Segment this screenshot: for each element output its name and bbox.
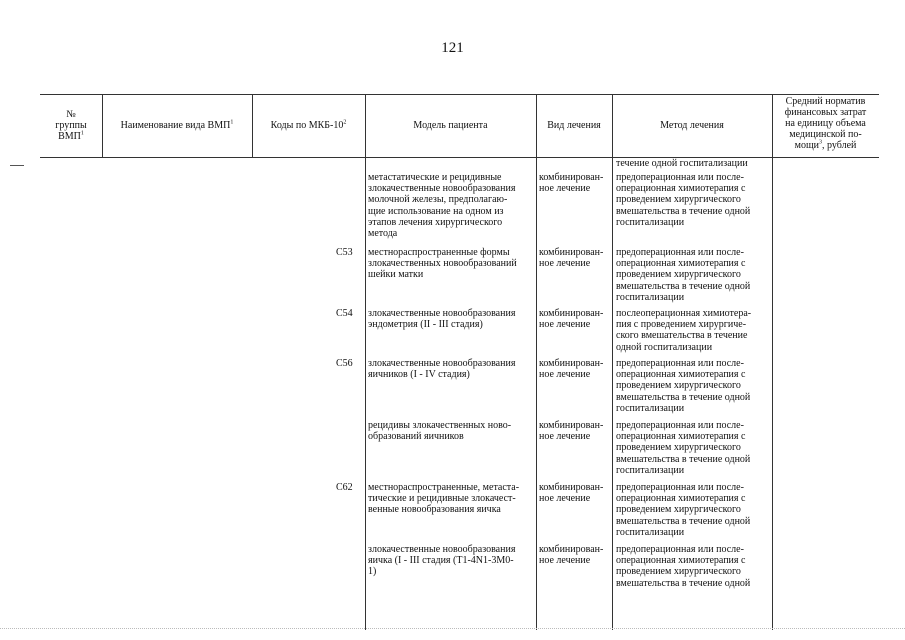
margin-mark — [10, 165, 24, 166]
header-treatment-method: Метод лечения — [660, 120, 724, 131]
row-2-method: предоперационная или после- операционная химиотерапия с проведением хирургического вмешательства в течение одной госпитализации — [616, 247, 751, 303]
row-2-model: местнораспространенные формы злокачественных новообразований шейки матки — [368, 247, 517, 281]
column-divider — [612, 94, 613, 630]
row-1-model: метастатические и рецидивные злокачественные новообразования молочной железы, предполагаю- щие использование на одном из этапов лечения хирургического метода — [368, 172, 516, 240]
row-2-code: C53 — [336, 247, 353, 258]
row-5-method: предоперационная или после- операционная химиотерапия с проведением хирургического вмешательства в течение одной госпитализации — [616, 420, 751, 476]
page-number: 121 — [441, 40, 464, 56]
vmp-table — [40, 94, 879, 630]
row-5-type: комбинирован- ное лечение — [539, 420, 604, 443]
row-3-method: послеоперационная химиотера- пия с проведением хирургиче- ского вмешательства в течение одной госпитализации — [616, 308, 752, 353]
row-0-method: течение одной госпитализации — [616, 158, 748, 169]
row-2-type: комбинирован- ное лечение — [539, 247, 604, 270]
row-1-method: предоперационная или после- операционная химиотерапия с проведением хирургического вмешательства в течение одной госпитализации — [616, 172, 751, 228]
row-4-type: комбинирован- ное лечение — [539, 358, 604, 381]
row-6-code: C62 — [336, 482, 353, 493]
row-6-type: комбинирован- ное лечение — [539, 482, 604, 505]
header-group-number: № группы ВМП$^1$ — [55, 109, 87, 142]
header-treatment-type: Вид лечения — [547, 120, 601, 131]
header-patient-model: Модель пациента — [413, 120, 488, 131]
row-3-type: комбинирован- ное лечение — [539, 308, 604, 331]
row-6-model: местнораспространенные, метаста- тические и рецидивные злокачест- венные новообразования яичка — [368, 482, 520, 516]
header-icd-codes: Коды по МКБ-$10^2$ — [270, 119, 347, 131]
row-3-model: злокачественные новообразования эндометрия (II - III стадия) — [368, 308, 516, 331]
row-7-method: предоперационная или после- операционная химиотерапия с проведением хирургического вмешательства в течение одной — [616, 544, 751, 589]
row-1-type: комбинирован- ное лечение — [539, 172, 604, 195]
row-7-type: комбинирован- ное лечение — [539, 544, 604, 567]
column-divider — [365, 94, 366, 630]
header-vmp-name: Наименование вида ВМП$^1$ — [120, 119, 234, 131]
row-4-method: предоперационная или после- операционная химиотерапия с проведением хирургического вмешательства в течение одной госпитализации — [616, 358, 751, 414]
row-7-model: злокачественные новообразования яичка (I - III стадия (T1-4N1-3M0- 1) — [368, 544, 516, 578]
column-divider — [772, 94, 773, 630]
page-bottom-edge — [0, 628, 905, 629]
row-3-code: C54 — [336, 308, 353, 319]
row-4-code: C56 — [336, 358, 353, 369]
row-5-model: рецидивы злокачественных ново- образований яичников — [368, 420, 512, 443]
column-divider — [536, 94, 537, 630]
row-4-model: злокачественные новообразования яичников (I - IV стадия) — [368, 358, 516, 381]
row-6-method: предоперационная или после- операционная химиотерапия с проведением хирургического вмешательства в течение одной госпитализации — [616, 482, 751, 538]
header-cost-standard: Средний норматив финансовых затрат на единицу объема медицинской по- мощи$^3$, рублей — [784, 96, 867, 151]
